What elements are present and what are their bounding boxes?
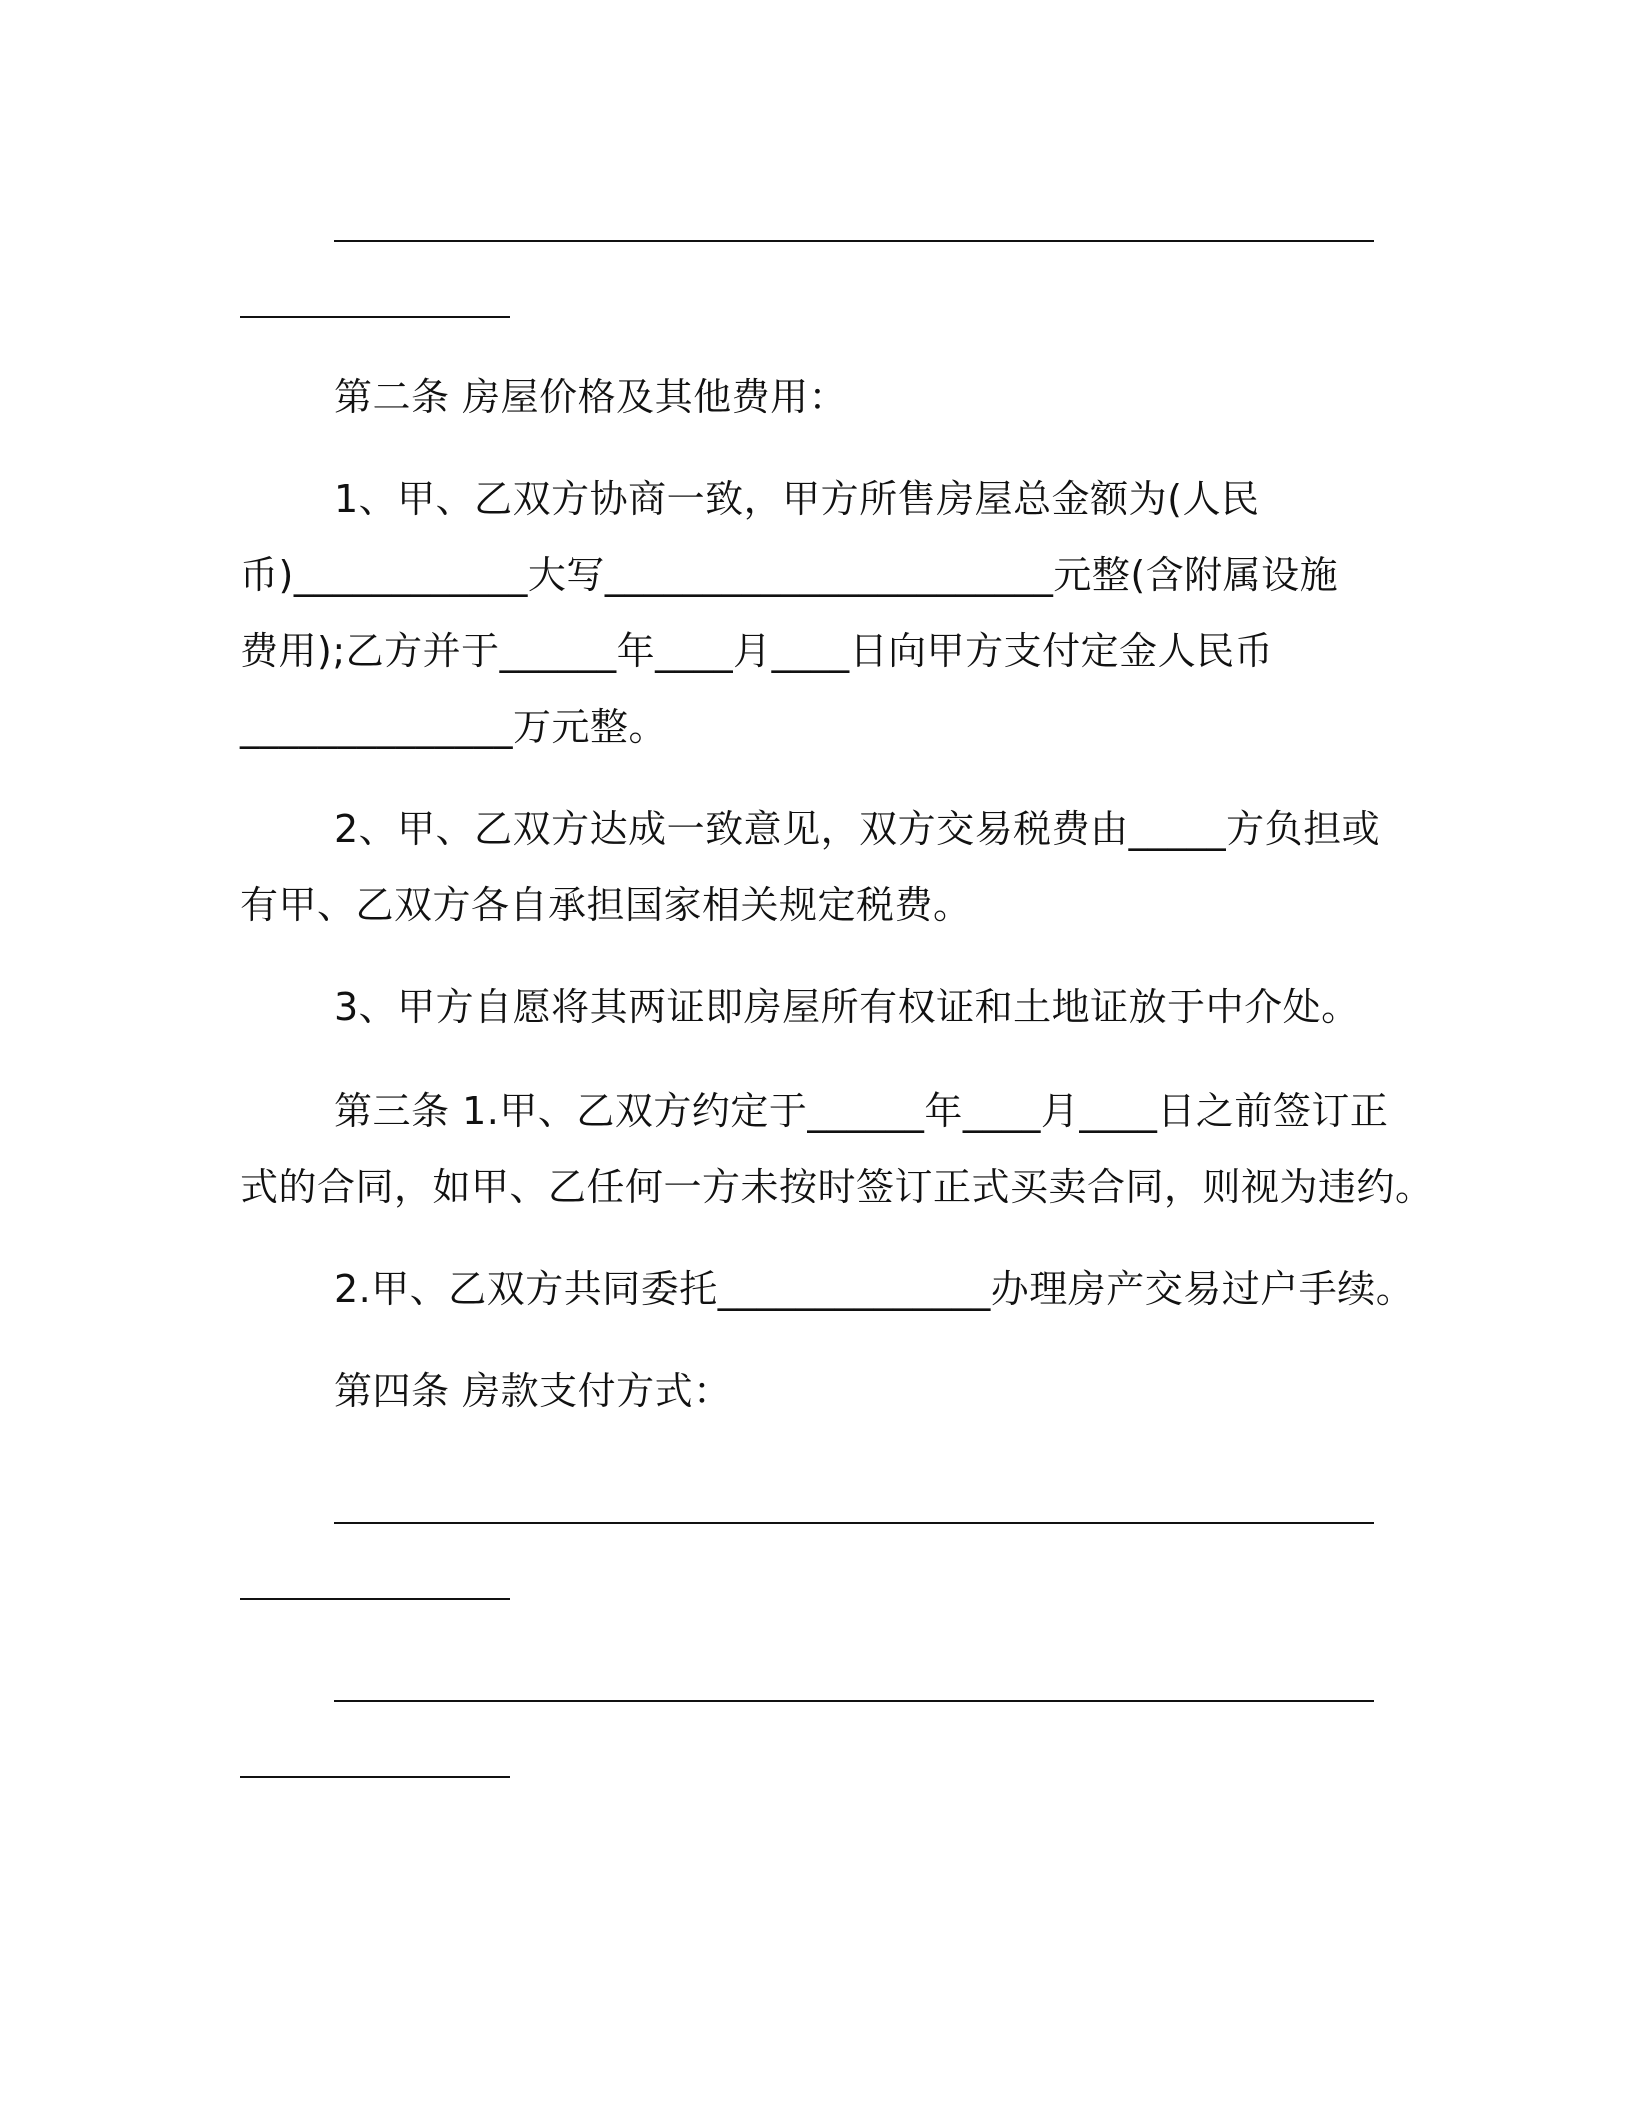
blank-line bbox=[334, 1700, 1374, 1702]
blank-line bbox=[240, 1776, 510, 1778]
article2-heading: 第二条 房屋价格及其他费用： bbox=[334, 375, 848, 419]
article4-heading: 第四条 房款支付方式： bbox=[334, 1369, 732, 1413]
article2-clause1-line4: ______________万元整。 bbox=[240, 705, 668, 749]
blank-line bbox=[334, 1522, 1374, 1524]
article3-line1: 第三条 1.甲、乙双方约定于______年____月____日之前签订正 bbox=[334, 1089, 1389, 1133]
article2-clause1-line1: 1、甲、乙双方协商一致，甲方所售房屋总金额为(人民 bbox=[334, 477, 1260, 521]
article2-clause2-line2: 有甲、乙双方各自承担国家相关规定税费。 bbox=[240, 883, 972, 927]
blank-line bbox=[240, 1598, 510, 1600]
article2-clause3: 3、甲方自愿将其两证即房屋所有权证和土地证放于中介处。 bbox=[334, 985, 1360, 1029]
blank-line bbox=[240, 316, 510, 318]
article3-item2: 2.甲、乙双方共同委托______________办理房产交易过户手续。 bbox=[334, 1267, 1415, 1311]
article2-clause1-line2: 币)____________大写_______________________元整(含附属设施 bbox=[240, 553, 1339, 597]
blank-line bbox=[334, 240, 1374, 242]
article2-clause2-line1: 2、甲、乙双方达成一致意见，双方交易税费由_____方负担或 bbox=[334, 807, 1381, 851]
article2-clause1-line3: 费用);乙方并于______年____月____日向甲方支付定金人民币 bbox=[240, 629, 1274, 673]
article3-line2: 式的合同，如甲、乙任何一方未按时签订正式买卖合同，则视为违约。 bbox=[240, 1165, 1434, 1209]
